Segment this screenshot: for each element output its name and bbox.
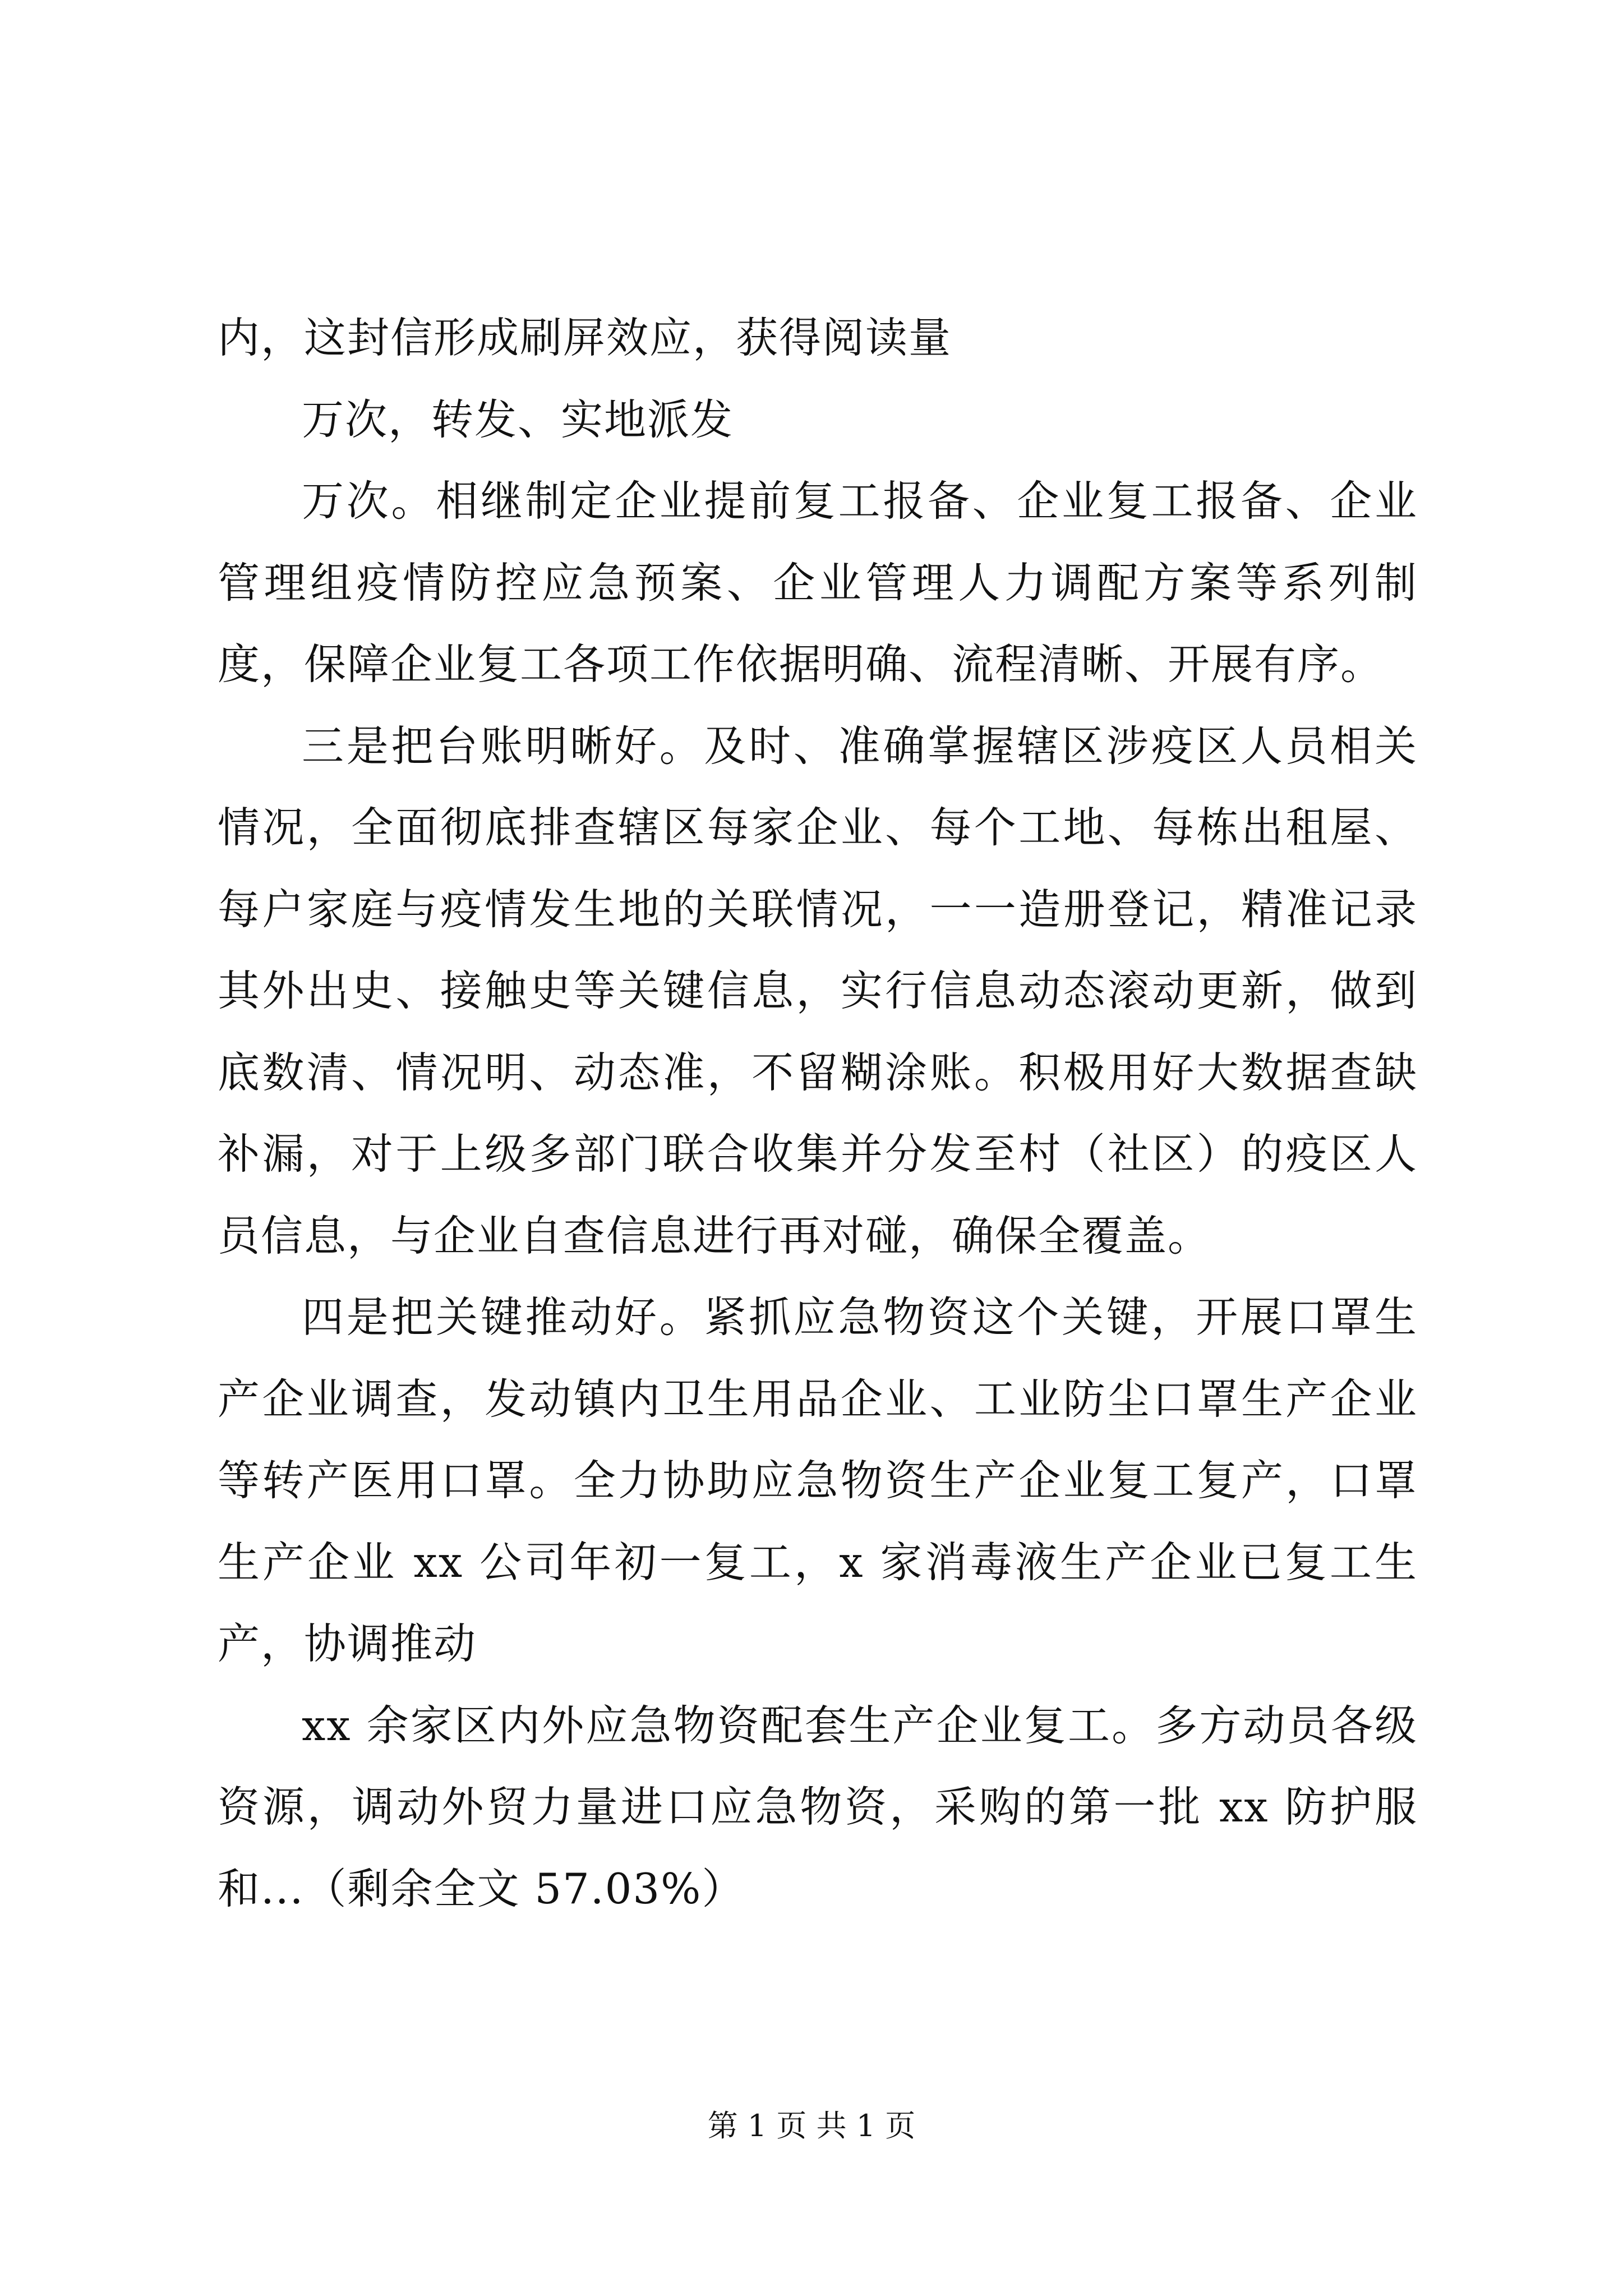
document-body xyxy=(218,297,1418,1930)
page-footer xyxy=(0,2106,1623,2146)
paragraph-5: 四是把关键推动好。紧抓应急物资这个关键，开展口罩生产企业调查，发动镇内卫生用品企业、工业防尘口罩生产企业等转产医用口罩。全力协助应急物资生产企业复工复产，口罩生产企业 xx 公司年初一复工，x 家消毒液生产企业已复工生产，协调推动 xyxy=(218,1292,1418,1668)
paragraph-1: 内，这封信形成刷屏效应，获得阅读量 xyxy=(218,313,952,362)
paragraph-6: xx 余家区内外应急物资配套生产企业复工。多方动员各级资源，调动外贸力量进口应急物资，采购的第一批 xx 防护服和...（剩余全文 57.03%） xyxy=(218,1700,1418,1913)
paragraph-2: 万次，转发、实地派发 xyxy=(302,394,734,444)
paragraph-3: 万次。相继制定企业提前复工报备、企业复工报备、企业管理组疫情防控应急预案、企业管理人力调配方案等系列制度，保障企业复工各项工作依据明确、流程清晰、开展有序。 xyxy=(218,476,1418,689)
paragraph-4: 三是把台账明晰好。及时、准确掌握辖区涉疫区人员相关情况，全面彻底排查辖区每家企业、每个工地、每栋出租屋、每户家庭与疫情发生地的关联情况，一一造册登记，精准记录其外出史、接触史等关键信息，实行信息动态滚动更新，做到底数清、情况明、动态准，不留糊涂账。积极用好大数据查缺补漏，对于上级多部门联合收集并分发至村（社区）的疫区人员信息，与企业自查信息进行再对碰，确保全覆盖。 xyxy=(218,721,1418,1260)
page-number-label: 第 1 页 共 1 页 xyxy=(707,2108,916,2143)
